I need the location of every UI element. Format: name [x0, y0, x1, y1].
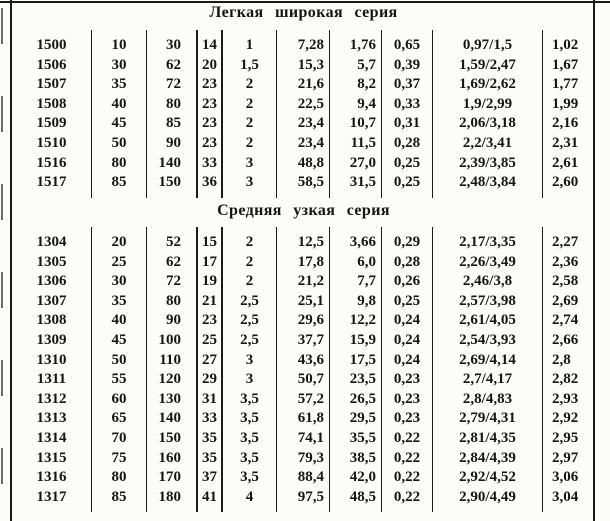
- table-cell: 37,7: [277, 331, 330, 351]
- table-cell: 2: [223, 75, 277, 95]
- table-cell: 52: [147, 227, 198, 253]
- table-cell: 0,22: [382, 449, 433, 469]
- table-row: [12, 75, 595, 95]
- table-cell: 0,22: [382, 488, 433, 513]
- table-cell: 2,84/4,39: [433, 449, 543, 469]
- table-cell: 90: [147, 134, 198, 154]
- table-row: [12, 449, 595, 469]
- table-cell: 2,8/4,83: [433, 390, 543, 410]
- table-cell: 2: [223, 253, 277, 273]
- table-cell: 20: [92, 227, 147, 253]
- table-cell: 0,97/1,5: [433, 30, 543, 56]
- table-cell: 1516: [12, 154, 92, 174]
- table-cell: 8,2: [330, 75, 382, 95]
- table-cell: 80: [147, 95, 198, 115]
- table-cell: 2,39/3,85: [433, 154, 543, 174]
- table-row: [12, 95, 595, 115]
- table-row: [12, 370, 595, 390]
- table-cell: 12,5: [277, 227, 330, 253]
- table-cell: 1312: [12, 390, 92, 410]
- table-cell: 17,8: [277, 253, 330, 273]
- table-cell: 2,81/4,35: [433, 429, 543, 449]
- table-row: [12, 227, 595, 253]
- table-cell: 2,92/4,52: [433, 468, 543, 488]
- table-cell: 1306: [12, 272, 92, 292]
- table-cell: 58,5: [277, 173, 330, 198]
- table-cell: 2,58: [552, 273, 579, 290]
- table-cell: 74,1: [277, 429, 330, 449]
- table-cell: 4: [223, 488, 277, 513]
- scan-edge-artifact: [1, 8, 3, 521]
- table-cell: 40: [92, 311, 147, 331]
- table-cell: 1,02: [552, 37, 579, 53]
- table-cell: 140: [147, 409, 198, 429]
- table-cell: 2,66: [552, 331, 579, 348]
- table-cell: 61,8: [277, 409, 330, 429]
- table-cell: 0,24: [382, 331, 433, 351]
- table-cell: 27: [198, 351, 223, 371]
- table-cell: 0,33: [382, 95, 433, 115]
- table-cell: 50,7: [277, 370, 330, 390]
- table-cell: 1311: [12, 370, 92, 390]
- table-cell: 55: [92, 370, 147, 390]
- table-row: [12, 488, 595, 513]
- table-cell: 2,82: [552, 371, 579, 388]
- table-cell: 2,06/3,18: [433, 114, 543, 134]
- section-title-light-wide-series: Легкая широкая серия: [209, 4, 398, 21]
- table-cell: 0,24: [382, 351, 433, 371]
- table-cell: 10: [92, 30, 147, 56]
- table-cell: 23,4: [277, 134, 330, 154]
- table-cell: 35,5: [330, 429, 382, 449]
- table-cell: 2: [223, 272, 277, 292]
- table-cell: 2,97: [552, 449, 579, 466]
- table-cell: 0,24: [382, 311, 433, 331]
- table-cell: 3,5: [223, 449, 277, 469]
- table-cell: 35: [92, 292, 147, 312]
- table-cell: 1,67: [552, 56, 579, 73]
- table-cell: 40: [92, 95, 147, 115]
- table-cell: 36: [198, 173, 223, 198]
- table-cell: 62: [147, 56, 198, 76]
- table-cell: 23: [198, 134, 223, 154]
- table-cell: 0,23: [382, 370, 433, 390]
- table-cell: 31: [198, 390, 223, 410]
- table-cell: 2,48/3,84: [433, 173, 543, 198]
- table-cell: 2,5: [223, 311, 277, 331]
- table-cell: 2,46/3,8: [433, 272, 543, 292]
- table-cell: 35: [198, 429, 223, 449]
- table-cell: 2,92: [552, 410, 579, 427]
- table-cell: 3,06: [552, 469, 579, 486]
- table-cell: 30: [92, 272, 147, 292]
- table-row: [12, 390, 595, 410]
- table-cell: 29,5: [330, 409, 382, 429]
- table-cell: 100: [147, 331, 198, 351]
- table-cell: 0,22: [382, 429, 433, 449]
- table-cell: 17: [198, 253, 223, 273]
- table-cell: 150: [147, 429, 198, 449]
- table-cell: 0,23: [382, 409, 433, 429]
- table-cell: 1313: [12, 409, 92, 429]
- table-cell: 80: [92, 154, 147, 174]
- table-cell: 9,4: [330, 95, 382, 115]
- table-cell: 26,5: [330, 390, 382, 410]
- table-cell: 3: [223, 154, 277, 174]
- table-cell: 12,2: [330, 311, 382, 331]
- table-cell: 1309: [12, 331, 92, 351]
- table-cell: 0,25: [382, 292, 433, 312]
- table-cell: 2,5: [223, 331, 277, 351]
- table-row: [12, 253, 595, 273]
- table-cell: 23,4: [277, 114, 330, 134]
- table-row: [12, 351, 595, 371]
- table-cell: 15,3: [277, 56, 330, 76]
- table-row: [12, 311, 595, 331]
- table-cell: 72: [147, 75, 198, 95]
- table-cell: 22,5: [277, 95, 330, 115]
- table-cell: 31,5: [330, 173, 382, 198]
- table-cell: 0,29: [382, 227, 433, 253]
- table-cell: 2,74: [552, 312, 579, 329]
- table-cell: 1307: [12, 292, 92, 312]
- table-cell: 80: [147, 292, 198, 312]
- table-row: [12, 409, 595, 429]
- table-cell: 1507: [12, 75, 92, 95]
- table-cell: 2,60: [552, 174, 579, 191]
- table-cell: 9,8: [330, 292, 382, 312]
- table-cell: 150: [147, 173, 198, 198]
- table-cell: 11,5: [330, 134, 382, 154]
- table-cell: 3,04: [552, 488, 579, 505]
- table-cell: 1510: [12, 134, 92, 154]
- table-cell: 1,69/2,62: [433, 75, 543, 95]
- table-cell: 0,37: [382, 75, 433, 95]
- table-cell: 1314: [12, 429, 92, 449]
- table-cell: 3,66: [330, 227, 382, 253]
- table-cell: 0,65: [382, 30, 433, 56]
- table-cell: 2,8: [552, 351, 571, 368]
- table-cell: 48,5: [330, 488, 382, 513]
- table-cell: 2,16: [552, 115, 579, 132]
- table-cell: 0,22: [382, 468, 433, 488]
- table-cell: 23: [198, 114, 223, 134]
- table-cell: 38,5: [330, 449, 382, 469]
- table-cell: 62: [147, 253, 198, 273]
- table-cell: 35: [92, 75, 147, 95]
- table-cell: 2: [223, 95, 277, 115]
- table-cell: 1,59/2,47: [433, 56, 543, 76]
- table-cell: 21: [198, 292, 223, 312]
- table-row: [12, 114, 595, 134]
- table-cell: 2,61: [552, 154, 579, 171]
- table-cell: 25: [92, 253, 147, 273]
- table-cell: 85: [92, 173, 147, 198]
- table-cell: 1,9/2,99: [433, 95, 543, 115]
- table-cell: 2,69/4,14: [433, 351, 543, 371]
- table-cell: 3,5: [223, 429, 277, 449]
- table-cell: 1506: [12, 56, 92, 76]
- table-cell: 1310: [12, 351, 92, 371]
- table-cell: 48,8: [277, 154, 330, 174]
- table-cell: 5,7: [330, 56, 382, 76]
- table-cell: 2,7/4,17: [433, 370, 543, 390]
- table-cell: 19: [198, 272, 223, 292]
- table-row: [12, 134, 595, 154]
- table-cell: 42,0: [330, 468, 382, 488]
- table-cell: 17,5: [330, 351, 382, 371]
- section-title-medium-narrow-series: Средняя узкая серия: [217, 202, 390, 219]
- table-cell: 21,2: [277, 272, 330, 292]
- table-section-light-wide-series: [12, 30, 595, 198]
- table-cell: 0,31: [382, 114, 433, 134]
- table-cell: 2,27: [552, 234, 579, 250]
- table-cell: 3: [223, 370, 277, 390]
- table-cell: 85: [147, 114, 198, 134]
- table-cell: 2,61/4,05: [433, 311, 543, 331]
- table-cell: 2,26/3,49: [433, 253, 543, 273]
- table-cell: 2,36: [552, 253, 579, 270]
- table-cell: 7,7: [330, 272, 382, 292]
- table-cell: 25,1: [277, 292, 330, 312]
- table-cell: 33: [198, 154, 223, 174]
- table-cell: 140: [147, 154, 198, 174]
- table-cell: 1: [223, 30, 277, 56]
- table-cell: 29: [198, 370, 223, 390]
- table-row: [12, 56, 595, 76]
- table-cell: 0,23: [382, 390, 433, 410]
- table-row: [12, 272, 595, 292]
- table-cell: 2: [223, 114, 277, 134]
- table-cell: 50: [92, 134, 147, 154]
- table-cell: 3: [223, 351, 277, 371]
- table-cell: 80: [92, 468, 147, 488]
- table-cell: 23: [198, 75, 223, 95]
- table-cell: 2,95: [552, 429, 579, 446]
- table-cell: 120: [147, 370, 198, 390]
- table-cell: 57,2: [277, 390, 330, 410]
- table-cell: 2: [223, 227, 277, 253]
- table-cell: 0,25: [382, 173, 433, 198]
- table-cell: 130: [147, 390, 198, 410]
- table-cell: 25: [198, 331, 223, 351]
- table-cell: 1517: [12, 173, 92, 198]
- table-cell: 23,5: [330, 370, 382, 390]
- table-cell: 33: [198, 409, 223, 429]
- table-cell: 20: [198, 56, 223, 76]
- table-row: [12, 429, 595, 449]
- table-row: [12, 468, 595, 488]
- table-cell: 170: [147, 468, 198, 488]
- table-cell: 30: [147, 30, 198, 56]
- table-cell: 7,28: [277, 30, 330, 56]
- table-cell: 1308: [12, 311, 92, 331]
- table-cell: 90: [147, 311, 198, 331]
- table-cell: 1,99: [552, 95, 579, 112]
- table-cell: 1500: [12, 30, 92, 56]
- table-cell: 0,28: [382, 253, 433, 273]
- table-cell: 2,93: [552, 390, 579, 407]
- table-cell: 0,28: [382, 134, 433, 154]
- table-cell: 1316: [12, 468, 92, 488]
- table-cell: 1509: [12, 114, 92, 134]
- table-cell: 3,5: [223, 409, 277, 429]
- table-cell: 37: [198, 468, 223, 488]
- table-cell: 15: [198, 227, 223, 253]
- table-cell: 45: [92, 114, 147, 134]
- table-cell: 35: [198, 449, 223, 469]
- table-cell: 0,25: [382, 154, 433, 174]
- table-cell: 88,4: [277, 468, 330, 488]
- table-section-medium-narrow-series: [12, 227, 595, 512]
- table-cell: 97,5: [277, 488, 330, 513]
- table-row: [12, 331, 595, 351]
- table-cell: 0,39: [382, 56, 433, 76]
- table-cell: 3: [223, 173, 277, 198]
- table-cell: 27,0: [330, 154, 382, 174]
- table-cell: 1315: [12, 449, 92, 469]
- table-cell: 3,5: [223, 468, 277, 488]
- table-cell: 65: [92, 409, 147, 429]
- table-cell: 43,6: [277, 351, 330, 371]
- table-top-border: [0, 1, 610, 3]
- table-cell: 15,9: [330, 331, 382, 351]
- table-cell: 75: [92, 449, 147, 469]
- table-cell: 23: [198, 311, 223, 331]
- table-cell: 1,76: [330, 30, 382, 56]
- table-cell: 45: [92, 331, 147, 351]
- table-cell: 3,5: [223, 390, 277, 410]
- table-cell: 2,54/3,93: [433, 331, 543, 351]
- table-cell: 85: [92, 488, 147, 513]
- table-cell: 30: [92, 56, 147, 76]
- table-cell: 79,3: [277, 449, 330, 469]
- table-cell: 1317: [12, 488, 92, 513]
- table-cell: 1305: [12, 253, 92, 273]
- table-cell: 21,6: [277, 75, 330, 95]
- table-cell: 50: [92, 351, 147, 371]
- table-cell: 14: [198, 30, 223, 56]
- table-cell: 29,6: [277, 311, 330, 331]
- table-cell: 60: [92, 390, 147, 410]
- table-row: [12, 154, 595, 174]
- table-cell: 2,31: [552, 134, 579, 151]
- table-cell: 2: [223, 134, 277, 154]
- table-cell: 2,79/4,31: [433, 409, 543, 429]
- table-cell: 72: [147, 272, 198, 292]
- table-row: [12, 292, 595, 312]
- table-cell: 1304: [12, 227, 92, 253]
- table-cell: 41: [198, 488, 223, 513]
- table-cell: 2,17/3,35: [433, 227, 543, 253]
- table-cell: 2,2/3,41: [433, 134, 543, 154]
- table-row: [12, 173, 595, 198]
- table-cell: 160: [147, 449, 198, 469]
- table-cell: 1508: [12, 95, 92, 115]
- table-row: [12, 30, 595, 56]
- table-cell: 2,5: [223, 292, 277, 312]
- table-cell: 2,90/4,49: [433, 488, 543, 513]
- table-cell: 10,7: [330, 114, 382, 134]
- table-cell: 110: [147, 351, 198, 371]
- table-cell: 6,0: [330, 253, 382, 273]
- table-cell: 0,26: [382, 272, 433, 292]
- table-cell: 2,57/3,98: [433, 292, 543, 312]
- table-cell: 23: [198, 95, 223, 115]
- table-cell: 1,5: [223, 56, 277, 76]
- table-cell: 2,69: [552, 292, 579, 309]
- table-cell: 180: [147, 488, 198, 513]
- table-cell: 70: [92, 429, 147, 449]
- table-cell: 1,77: [552, 76, 579, 93]
